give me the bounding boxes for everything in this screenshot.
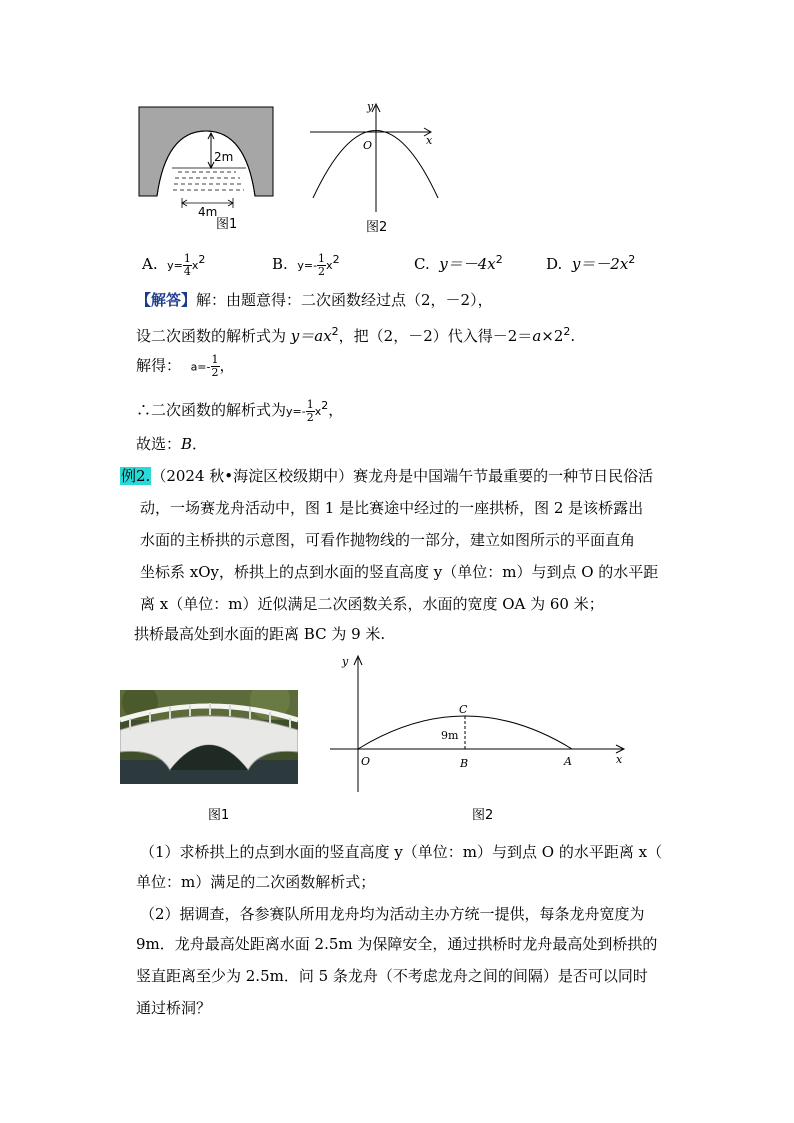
tunnel-figure [138,106,274,216]
example2-tag: 例2. [121,467,151,485]
height-9m-label: 9m [441,729,459,742]
point-c-label: C [459,703,468,716]
tunnel-height-label: 2m [214,150,234,164]
point-b-label: B [460,757,469,770]
bridge-coordinate-diagram [330,650,630,795]
example2-line-2: 动，一场赛龙舟活动中，图 1 是比赛途中经过的一座拱桥，图 2 是该桥露出 [140,499,644,517]
point-a-label: A [564,755,572,768]
diagram-x-label: x [616,753,623,766]
parabola-figure [310,98,440,213]
option-d: D. $y=-2x^2$ [546,253,636,273]
example2-line-4: 坐标系 xOy，桥拱上的点到水面的竖直高度 y（单位：m）与到点 O 的水平距 [140,563,659,581]
question-line-3: （2）据调查，各参赛队所用龙舟均为活动主办方统一提供，每条龙舟宽度为 [140,905,645,923]
solution-line-3: 解得： a=- $\frac{1}{2}$ ， [136,353,235,379]
example2-line-5: 离 x（单位：m）近似满足二次函数关系，水面的宽度 OA 为 60 米； [140,595,604,613]
solution-line-4: ∴二次函数的解析式为y=- $\frac{1}{2}$ $x^2$， [136,397,344,424]
question-line-4: 9m．龙舟最高处距离水面 2.5m 为保障安全，通过拱桥时龙舟最高处到桥拱的 [136,935,658,953]
question-line-5: 竖直距离至少为 2.5m．问 5 条龙舟（不考虑龙舟之间的间隔）是否可以同时 [136,967,648,985]
question-line-1: （1）求桥拱上的点到水面的竖直高度 y（单位：m）与到点 O 的水平距离 x（ [140,843,663,861]
example2-line-1: 例2.（2024 秋•海淀区校级期中）赛龙舟是中国端午节最重要的一种节日民俗活 [121,467,654,485]
bottom-fig2-caption: 图2 [472,808,494,823]
fig2-caption: 图2 [366,220,388,235]
parabola-origin-label: O [363,139,373,152]
solution-line-5: 故选：B． [136,435,208,453]
bottom-fig1-caption: 图1 [208,808,230,823]
bridge-photo [120,690,298,784]
example2-line-6: 拱桥最高处到水面的距离 BC 为 9 米. [134,625,386,643]
point-o-label: O [361,755,371,768]
option-b: B. y=- $\frac{1}{2}$ $x^2$ [272,251,340,278]
solution-line-1: 【解答】解：由题意得：二次函数经过点（2，－2）， [136,291,493,309]
option-a: A. y= $\frac{1}{4}$ $x^2$ [142,251,206,278]
fig1-caption: 图1 [216,217,238,232]
parabola-x-label: x [426,134,433,147]
question-line-6: 通过桥洞？ [136,999,212,1017]
example2-line-3: 水面的主桥拱的示意图，可看作抛物线的一部分，建立如图所示的平面直角 [140,531,636,549]
parabola-y-label: y [367,100,374,113]
diagram-y-label: y [342,655,349,668]
solution-line-2: 设二次函数的解析式为 $y=ax^2$，把（2，－2）代入得$-2=a\times 2^2$. [136,325,576,345]
option-c: C. $y=-4x^2$ [414,253,503,273]
tunnel-width-label: 4m [198,205,218,219]
question-line-2: 单位：m）满足的二次函数解析式； [136,873,376,891]
